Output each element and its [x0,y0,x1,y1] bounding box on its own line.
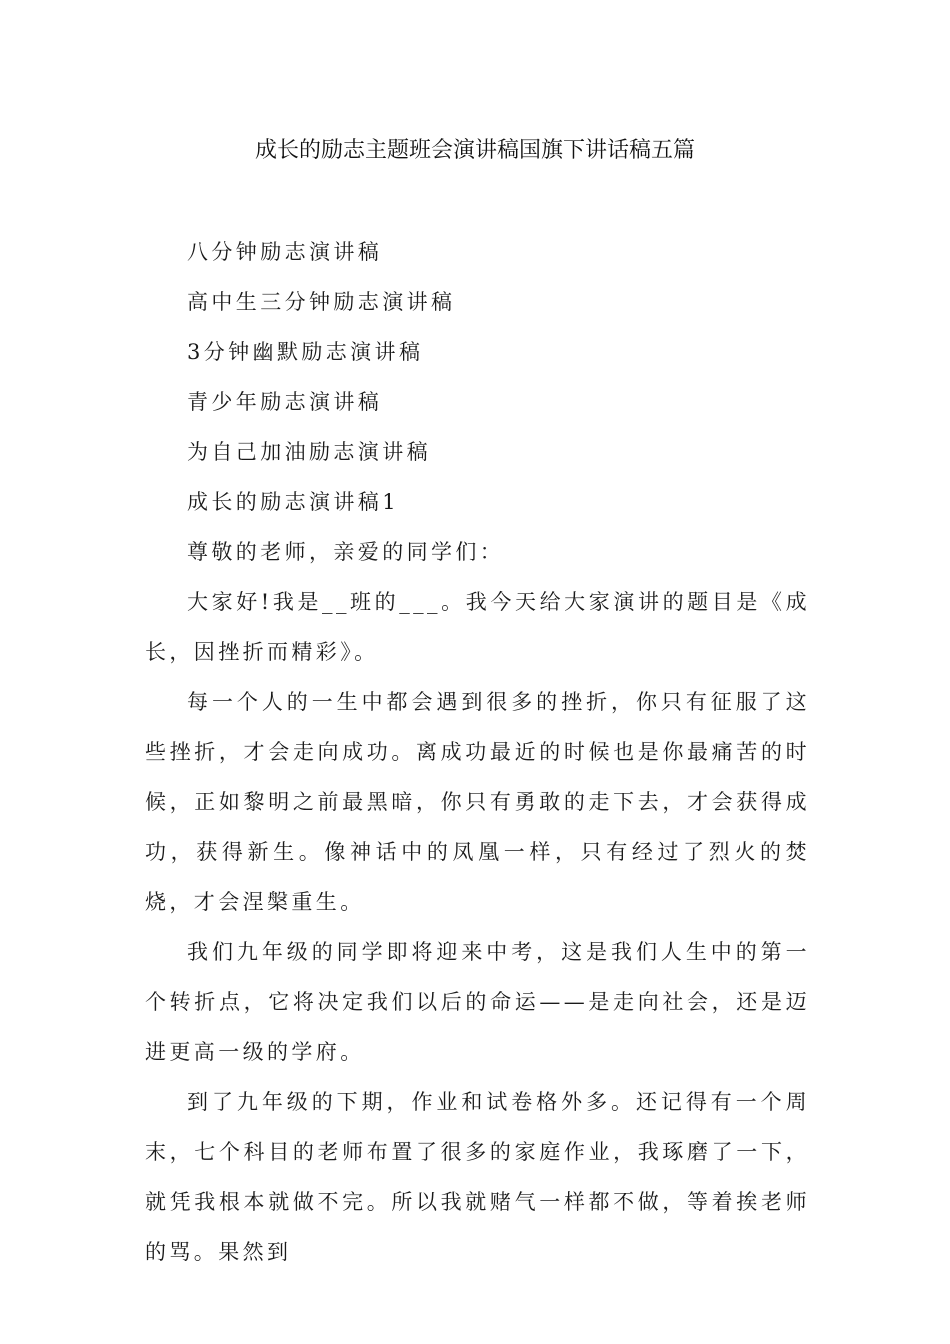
section-heading: 成长的励志演讲稿1 [187,490,399,514]
body-paragraph: 到了九年级的下期，作业和试卷格外多。还记得有一个周末，七个科目的老师布置了很多的家庭作业，我琢磨了一下，就凭我根本就做不完。所以我就赌气一样都不做，等着挨老师的骂。果然到 [145,1090,810,1264]
body-paragraph: 我们九年级的同学即将迎来中考，这是我们人生中的第一个转折点，它将决定我们以后的命运——是走向社会，还是迈进更高一级的学府。 [145,940,810,1064]
toc-item: 为自己加油励志演讲稿 [187,440,431,464]
toc-item: 青少年励志演讲稿 [187,390,383,414]
toc-item: 高中生三分钟励志演讲稿 [187,290,456,314]
toc-item: 八分钟励志演讲稿 [187,240,383,264]
document-body [145,227,810,1277]
document-title: 成长的励志主题班会演讲稿国旗下讲话稿五篇 [254,138,695,163]
toc-item: 3分钟幽默励志演讲稿 [187,340,424,364]
body-paragraph: 每一个人的一生中都会遇到很多的挫折，你只有征服了这些挫折，才会走向成功。离成功最近的时候也是你最痛苦的时候，正如黎明之前最黑暗，你只有勇敢的走下去，才会获得成功，获得新生。像神话中的凤凰一样，只有经过了烈火的焚烧，才会涅槃重生。 [145,690,810,914]
body-paragraph: 大家好!我是__班的___。我今天给大家演讲的题目是《成长，因挫折而精彩》。 [145,590,810,664]
salutation: 尊敬的老师，亲爱的同学们： [187,540,505,564]
